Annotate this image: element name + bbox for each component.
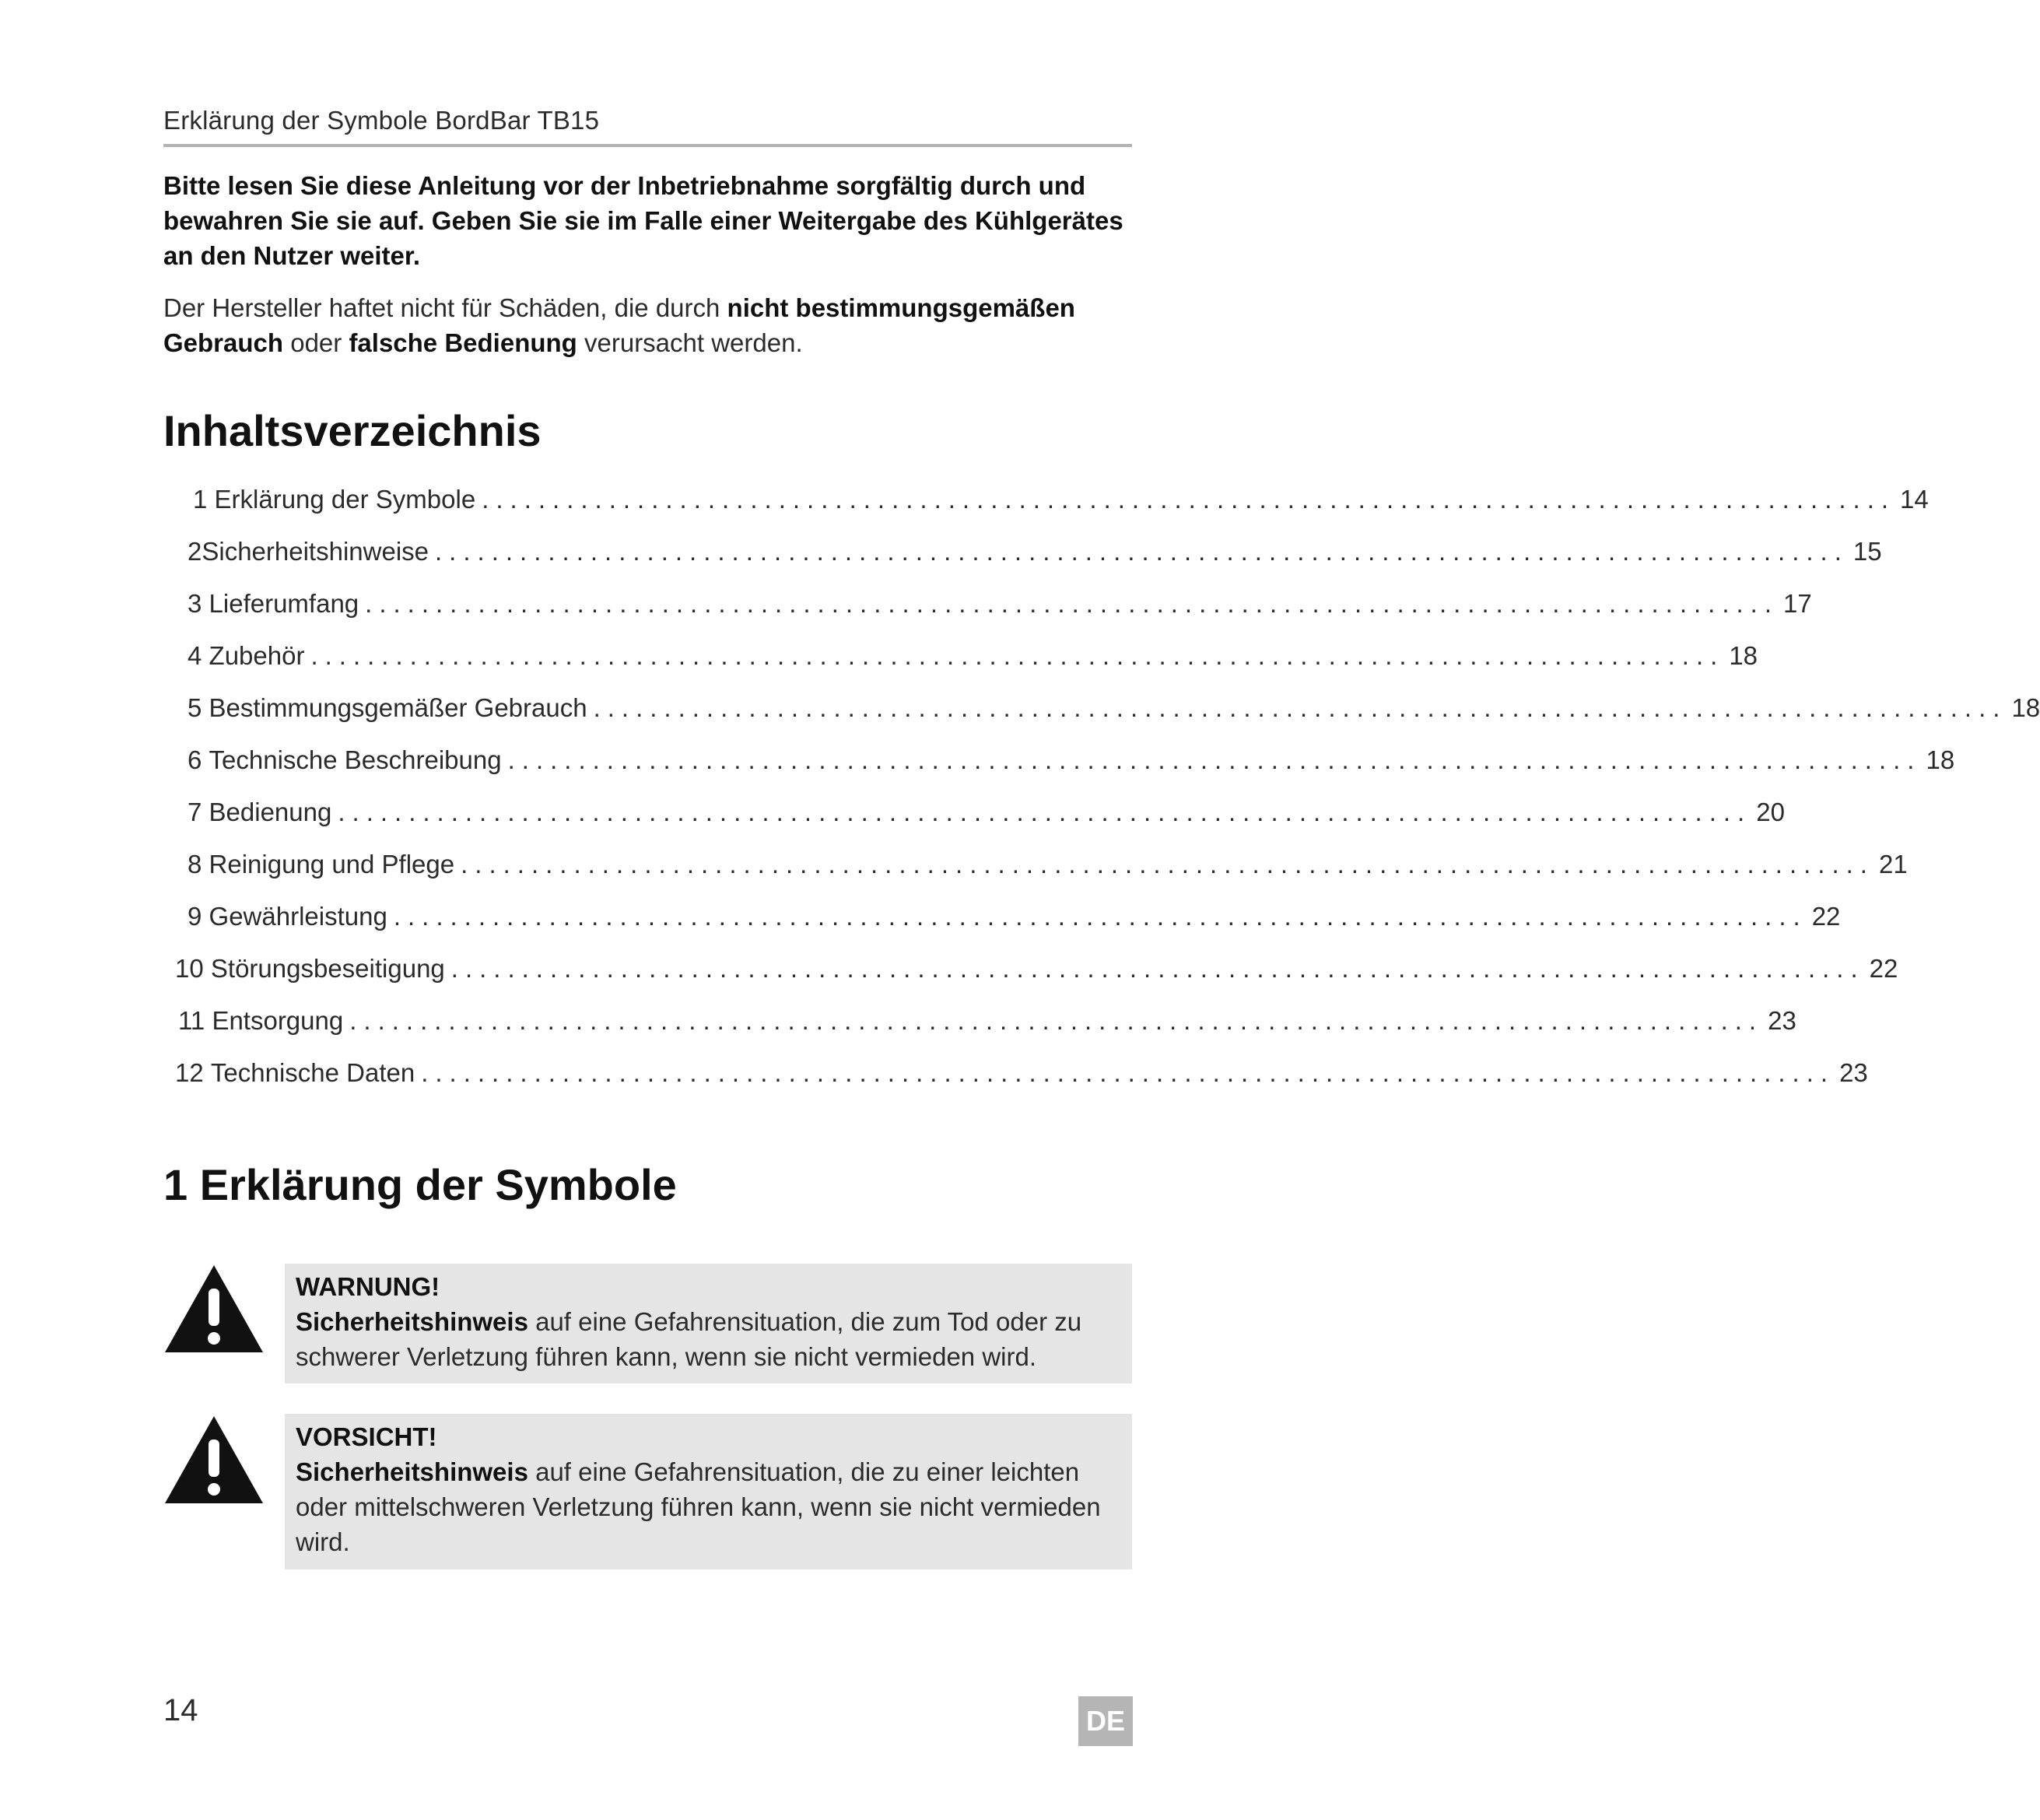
toc-entry-number: 2 xyxy=(188,537,202,566)
toc-entry[interactable] xyxy=(188,691,2040,725)
toc-leader-dots: .................................................................................................... xyxy=(450,954,1865,983)
toc-entry-number: 9 xyxy=(188,902,202,931)
toc-entry-number: 1 xyxy=(193,485,208,514)
toc-entry[interactable] xyxy=(188,743,1955,777)
toc-entry-title: Technische Daten xyxy=(210,1058,415,1087)
toc-entry[interactable] xyxy=(188,587,1812,621)
toc-entry-number: 10 xyxy=(175,954,204,983)
liability-text-2: oder xyxy=(283,328,349,357)
toc-leader-dots: .................................................................................................... xyxy=(393,902,1807,931)
toc-entry-number: 12 xyxy=(175,1058,204,1087)
toc-entry-title: Sicherheitshinweise xyxy=(202,537,429,566)
toc-entry-page: 14 xyxy=(1900,485,1929,514)
toc-entry-title: Erklärung der Symbole xyxy=(214,485,476,514)
toc-entry[interactable] xyxy=(178,1004,1796,1038)
toc-leader-dots: .................................................................................................... xyxy=(349,1006,1764,1035)
toc-entry-title: Bestimmungsgemäßer Gebrauch xyxy=(209,693,587,722)
toc-entry[interactable] xyxy=(175,952,1898,986)
toc-entry-number: 5 xyxy=(188,693,202,722)
liability-bold-2: falsche Bedienung xyxy=(349,328,577,357)
toc-entry-title: Entsorgung xyxy=(212,1006,344,1035)
toc-entry-title: Störungsbeseitigung xyxy=(210,954,445,983)
running-header: Erklärung der Symbole BordBar TB15 xyxy=(163,106,600,135)
warning-triangle-icon xyxy=(163,1264,265,1354)
toc-entry-title: Zubehör xyxy=(209,641,305,670)
toc-entry[interactable] xyxy=(193,482,1929,517)
toc-title: Inhaltsverzeichnis xyxy=(163,406,542,455)
section-title: 1 Erklärung der Symbole xyxy=(163,1160,677,1209)
intro-notice: Bitte lesen Sie diese Anleitung vor der Inbetriebnahme sorgfältig durch und bewahren Sie sie auf. Geben Sie sie im Falle einer Weitergabe des Kühlgerätes an den Nutzer weiter. xyxy=(163,171,1123,270)
toc-entry-number: 11 xyxy=(178,1006,205,1035)
toc-entry-page: 23 xyxy=(1768,1006,1796,1035)
toc-entry-title: Technische Beschreibung xyxy=(209,745,502,774)
toc-leader-dots: .................................................................................................... xyxy=(593,693,2007,722)
toc-entry-page: 18 xyxy=(1926,745,1955,774)
caution-notice-box xyxy=(285,1414,1132,1569)
liability-bold-1: nicht bestimmungsgemäßen Gebrauch xyxy=(163,293,1075,357)
toc-entry-page: 15 xyxy=(1852,537,1882,566)
toc-entry[interactable] xyxy=(188,795,1785,829)
toc-entry[interactable] xyxy=(188,847,1908,882)
notice-lead: Sicherheitshinweis xyxy=(296,1307,528,1336)
toc-leader-dots: .................................................................................................... xyxy=(310,641,1725,670)
toc-leader-dots: .................................................................................................... xyxy=(435,537,1849,566)
warning-notice-box xyxy=(285,1264,1132,1383)
toc-entry[interactable] xyxy=(188,639,1758,673)
toc-entry[interactable] xyxy=(188,899,1841,934)
toc-leader-dots: .................................................................................................... xyxy=(461,850,1874,878)
toc-entry-number: 6 xyxy=(188,745,202,774)
toc-entry-page: 17 xyxy=(1783,589,1812,618)
toc-entry-title: Bedienung xyxy=(209,798,332,826)
notice-body: auf eine Gefahrensituation, die zum Tod oder zu schwerer Verletzung führen kann, wenn sie nicht vermieden wird. xyxy=(296,1307,1082,1371)
header-divider xyxy=(163,144,1132,147)
toc-entry-page: 21 xyxy=(1878,850,1908,878)
toc-entry-page: 22 xyxy=(1811,902,1841,931)
toc-entry-title: Reinigung und Pflege xyxy=(209,850,455,878)
toc-entry-number: 4 xyxy=(188,641,202,670)
notice-text xyxy=(296,1454,1121,1559)
toc-leader-dots: .................................................................................................... xyxy=(338,798,1752,826)
signal-word: VORSICHT! xyxy=(296,1422,437,1451)
toc-leader-dots: .................................................................................................... xyxy=(507,745,1922,774)
toc-entry-page: 18 xyxy=(2011,693,2040,722)
toc-entry-page: 23 xyxy=(1839,1058,1868,1087)
toc-leader-dots: .................................................................................................... xyxy=(421,1058,1835,1087)
toc-leader-dots: .................................................................................................... xyxy=(365,589,1779,618)
toc-entry-number: 8 xyxy=(188,850,202,878)
toc-leader-dots: .................................................................................................... xyxy=(482,485,1896,514)
liability-text-1: Der Hersteller haftet nicht für Schäden, die durch xyxy=(163,293,727,322)
toc-entry-page: 20 xyxy=(1756,798,1785,826)
toc-entry-page: 18 xyxy=(1729,641,1758,670)
warning-triangle-icon xyxy=(163,1415,265,1505)
toc-entry[interactable] xyxy=(175,1056,1868,1090)
toc-entry-title: Gewährleistung xyxy=(209,902,387,931)
signal-word: WARNUNG! xyxy=(296,1272,440,1301)
toc-entry[interactable] xyxy=(188,535,1882,569)
toc-entry-number: 7 xyxy=(188,798,202,826)
toc-entry-page: 22 xyxy=(1869,954,1898,983)
toc-entry-title: Lieferumfang xyxy=(209,589,359,618)
notice-lead: Sicherheitshinweis xyxy=(296,1457,528,1486)
notice-text xyxy=(296,1304,1121,1374)
toc-entry-number: 3 xyxy=(188,589,202,618)
liability-paragraph xyxy=(163,290,1144,360)
liability-text-3: verursacht werden. xyxy=(577,328,803,357)
page-number: 14 xyxy=(163,1693,198,1727)
notice-body: auf eine Gefahrensituation, die zu einer leichten oder mittelschweren Verletzung führen kann, wenn sie nicht vermieden wird. xyxy=(296,1457,1101,1556)
language-badge: DE xyxy=(1078,1696,1133,1746)
